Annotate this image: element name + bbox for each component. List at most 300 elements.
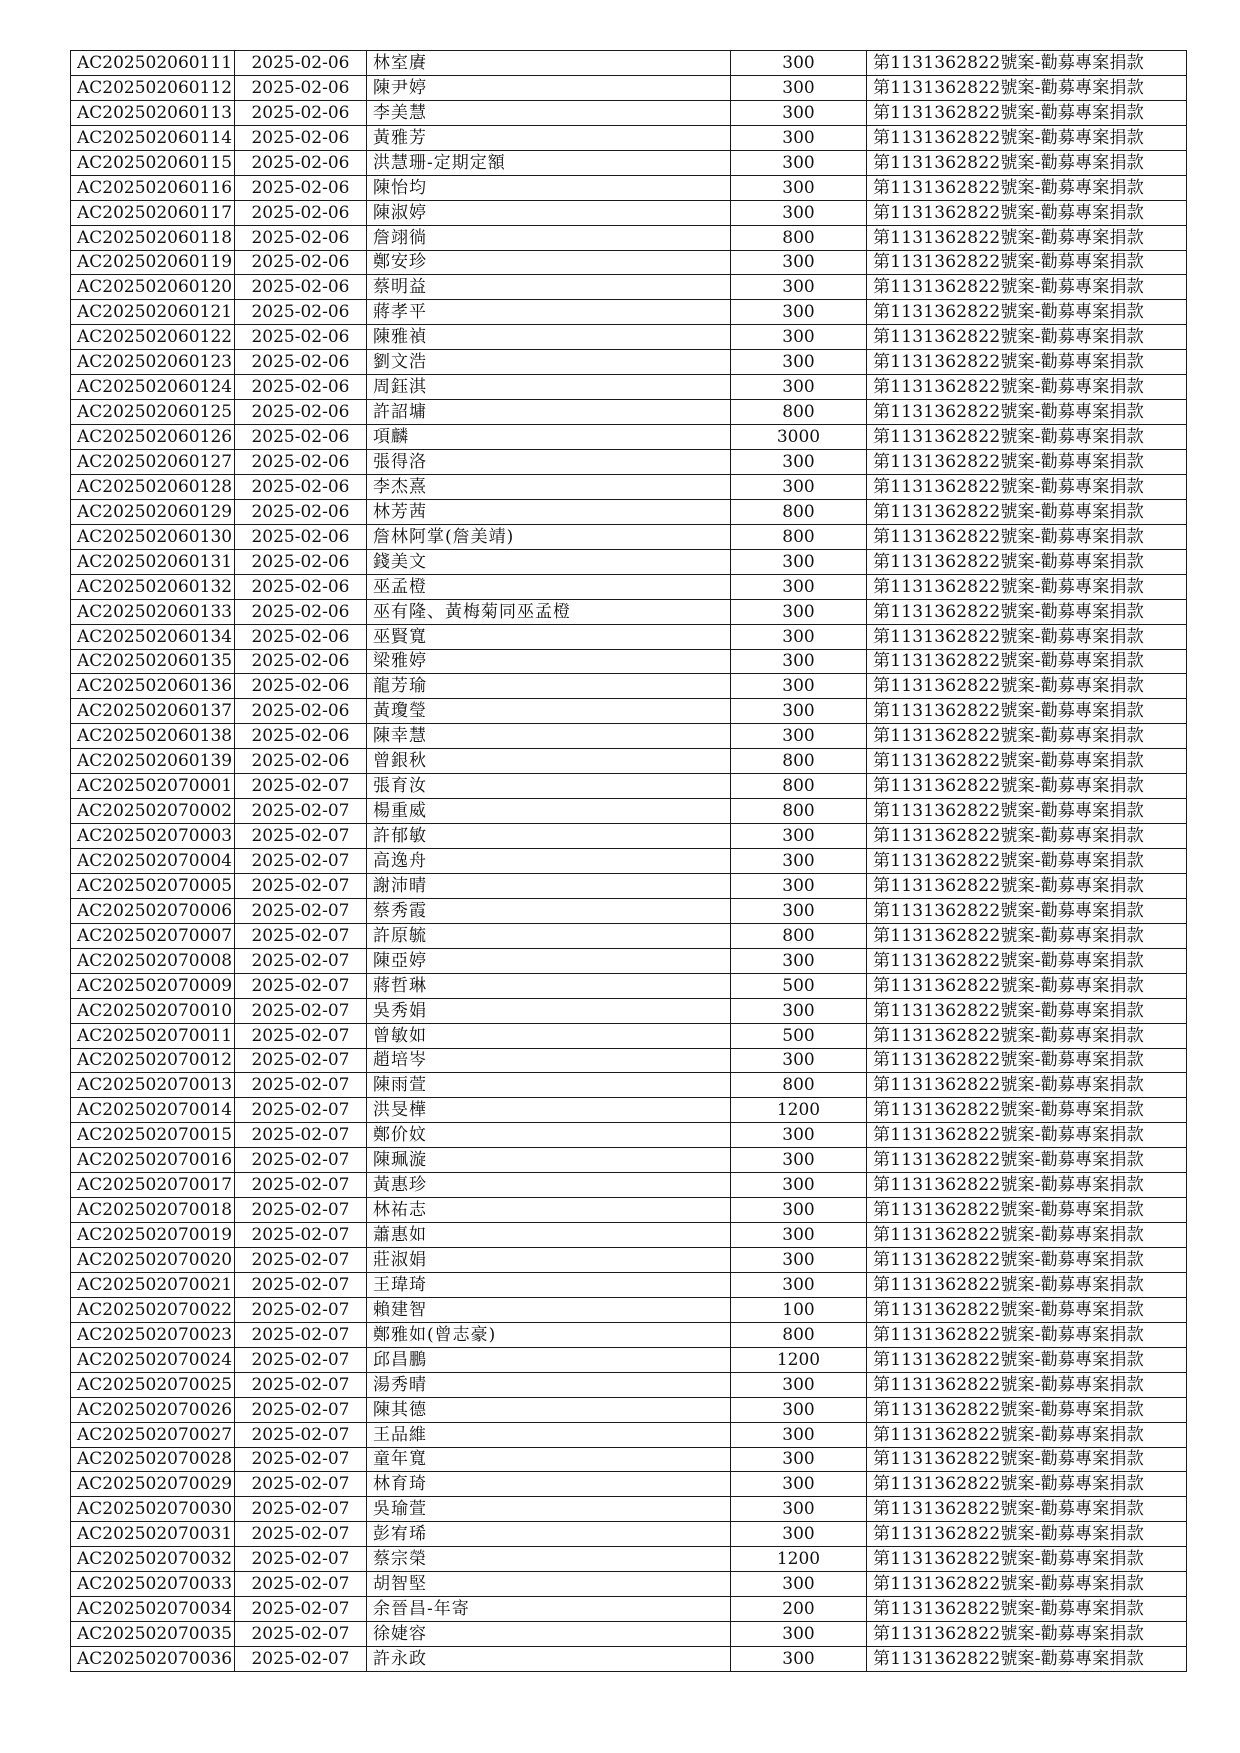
receipt-number-cell: AC202502070014 [71, 1098, 235, 1123]
purpose-cell: 第1131362822號案-勸募專案捐款 [867, 1123, 1187, 1148]
donor-name-cell: 鄭安珍 [367, 250, 731, 275]
amount-cell: 800 [731, 923, 867, 948]
purpose-cell: 第1131362822號案-勸募專案捐款 [867, 1622, 1187, 1647]
purpose-cell: 第1131362822號案-勸募專案捐款 [867, 624, 1187, 649]
donor-name-cell: 陳雨萱 [367, 1073, 731, 1098]
donor-name-cell: 陳珮漩 [367, 1148, 731, 1173]
receipt-number-cell: AC202502060124 [71, 375, 235, 400]
donor-name-cell: 陳淑婷 [367, 200, 731, 225]
table-row [71, 699, 1187, 724]
donor-name-cell: 蕭惠如 [367, 1223, 731, 1248]
donor-name-cell: 蔣孝平 [367, 300, 731, 325]
purpose-cell: 第1131362822號案-勸募專案捐款 [867, 125, 1187, 150]
table-row [71, 1447, 1187, 1472]
donor-name-cell: 吳瑜萱 [367, 1497, 731, 1522]
purpose-cell: 第1131362822號案-勸募專案捐款 [867, 1322, 1187, 1347]
donation-date-cell: 2025-02-07 [235, 1622, 367, 1647]
donation-date-cell: 2025-02-07 [235, 824, 367, 849]
donor-name-cell: 巫賢寬 [367, 624, 731, 649]
amount-cell: 800 [731, 799, 867, 824]
donation-date-cell: 2025-02-06 [235, 624, 367, 649]
donor-name-cell: 楊重威 [367, 799, 731, 824]
amount-cell: 300 [731, 824, 867, 849]
purpose-cell: 第1131362822號案-勸募專案捐款 [867, 524, 1187, 549]
donor-name-cell: 陳怡均 [367, 175, 731, 200]
receipt-number-cell: AC202502070036 [71, 1647, 235, 1672]
amount-cell: 300 [731, 250, 867, 275]
donor-name-cell: 童年寬 [367, 1447, 731, 1472]
donation-date-cell: 2025-02-07 [235, 1647, 367, 1672]
table-row [71, 1297, 1187, 1322]
purpose-cell: 第1131362822號案-勸募專案捐款 [867, 774, 1187, 799]
donor-name-cell: 項麟 [367, 425, 731, 450]
table-row [71, 474, 1187, 499]
donor-name-cell: 蔡秀霞 [367, 898, 731, 923]
table-row [71, 549, 1187, 574]
donation-date-cell: 2025-02-07 [235, 973, 367, 998]
donation-date-cell: 2025-02-06 [235, 150, 367, 175]
table-row [71, 824, 1187, 849]
donor-name-cell: 蔣哲琳 [367, 973, 731, 998]
donor-name-cell: 梁雅婷 [367, 649, 731, 674]
donor-name-cell: 錢美文 [367, 549, 731, 574]
table-row [71, 350, 1187, 375]
donation-date-cell: 2025-02-07 [235, 1447, 367, 1472]
purpose-cell: 第1131362822號案-勸募專案捐款 [867, 200, 1187, 225]
amount-cell: 300 [731, 1397, 867, 1422]
donation-date-cell: 2025-02-06 [235, 275, 367, 300]
donation-date-cell: 2025-02-06 [235, 125, 367, 150]
amount-cell: 800 [731, 400, 867, 425]
donation-date-cell: 2025-02-07 [235, 1023, 367, 1048]
donation-date-cell: 2025-02-07 [235, 998, 367, 1023]
donation-date-cell: 2025-02-07 [235, 1422, 367, 1447]
receipt-number-cell: AC202502060118 [71, 225, 235, 250]
amount-cell: 300 [731, 1248, 867, 1273]
table-row [71, 1048, 1187, 1073]
receipt-number-cell: AC202502060136 [71, 674, 235, 699]
donor-name-cell: 林室賡 [367, 51, 731, 76]
table-row [71, 1572, 1187, 1597]
purpose-cell: 第1131362822號案-勸募專案捐款 [867, 973, 1187, 998]
receipt-number-cell: AC202502060123 [71, 350, 235, 375]
donation-date-cell: 2025-02-06 [235, 250, 367, 275]
table-row [71, 450, 1187, 475]
receipt-number-cell: AC202502070009 [71, 973, 235, 998]
donor-name-cell: 劉文浩 [367, 350, 731, 375]
amount-cell: 300 [731, 1472, 867, 1497]
receipt-number-cell: AC202502060129 [71, 499, 235, 524]
receipt-number-cell: AC202502060122 [71, 325, 235, 350]
donation-date-cell: 2025-02-07 [235, 923, 367, 948]
donor-name-cell: 陳雅禎 [367, 325, 731, 350]
purpose-cell: 第1131362822號案-勸募專案捐款 [867, 1248, 1187, 1273]
table-row [71, 425, 1187, 450]
receipt-number-cell: AC202502070018 [71, 1198, 235, 1223]
purpose-cell: 第1131362822號案-勸募專案捐款 [867, 175, 1187, 200]
donation-date-cell: 2025-02-06 [235, 724, 367, 749]
receipt-number-cell: AC202502060127 [71, 450, 235, 475]
donor-name-cell: 洪旻樺 [367, 1098, 731, 1123]
donor-name-cell: 洪慧珊-定期定額 [367, 150, 731, 175]
donor-name-cell: 趙培岑 [367, 1048, 731, 1073]
donation-date-cell: 2025-02-06 [235, 574, 367, 599]
donor-name-cell: 徐婕容 [367, 1622, 731, 1647]
table-row [71, 1248, 1187, 1273]
table-row [71, 125, 1187, 150]
donation-date-cell: 2025-02-06 [235, 549, 367, 574]
amount-cell: 300 [731, 849, 867, 874]
table-row [71, 1397, 1187, 1422]
amount-cell: 300 [731, 599, 867, 624]
amount-cell: 100 [731, 1297, 867, 1322]
table-row [71, 1622, 1187, 1647]
table-row [71, 1347, 1187, 1372]
purpose-cell: 第1131362822號案-勸募專案捐款 [867, 574, 1187, 599]
table-row [71, 774, 1187, 799]
receipt-number-cell: AC202502070019 [71, 1223, 235, 1248]
table-row [71, 599, 1187, 624]
donation-date-cell: 2025-02-07 [235, 1397, 367, 1422]
receipt-number-cell: AC202502060130 [71, 524, 235, 549]
receipt-number-cell: AC202502070016 [71, 1148, 235, 1173]
donation-date-cell: 2025-02-06 [235, 225, 367, 250]
table-row [71, 1023, 1187, 1048]
amount-cell: 300 [731, 1372, 867, 1397]
purpose-cell: 第1131362822號案-勸募專案捐款 [867, 1198, 1187, 1223]
amount-cell: 300 [731, 624, 867, 649]
donation-date-cell: 2025-02-07 [235, 1297, 367, 1322]
table-row [71, 400, 1187, 425]
purpose-cell: 第1131362822號案-勸募專案捐款 [867, 450, 1187, 475]
receipt-number-cell: AC202502070033 [71, 1572, 235, 1597]
table-row [71, 624, 1187, 649]
table-row [71, 948, 1187, 973]
receipt-number-cell: AC202502060121 [71, 300, 235, 325]
table-row [71, 873, 1187, 898]
donor-name-cell: 賴建智 [367, 1297, 731, 1322]
purpose-cell: 第1131362822號案-勸募專案捐款 [867, 1372, 1187, 1397]
purpose-cell: 第1131362822號案-勸募專案捐款 [867, 275, 1187, 300]
table-row [71, 1198, 1187, 1223]
donor-name-cell: 巫有隆、黃梅菊同巫孟橙 [367, 599, 731, 624]
amount-cell: 300 [731, 175, 867, 200]
receipt-number-cell: AC202502070027 [71, 1422, 235, 1447]
donor-name-cell: 黃惠珍 [367, 1173, 731, 1198]
donor-name-cell: 張育汝 [367, 774, 731, 799]
donation-date-cell: 2025-02-07 [235, 1572, 367, 1597]
receipt-number-cell: AC202502070008 [71, 948, 235, 973]
receipt-number-cell: AC202502070002 [71, 799, 235, 824]
table-row [71, 75, 1187, 100]
purpose-cell: 第1131362822號案-勸募專案捐款 [867, 699, 1187, 724]
receipt-number-cell: AC202502070006 [71, 898, 235, 923]
donation-date-cell: 2025-02-06 [235, 75, 367, 100]
donor-name-cell: 余晉昌-年寄 [367, 1597, 731, 1622]
table-row [71, 375, 1187, 400]
table-row [71, 574, 1187, 599]
purpose-cell: 第1131362822號案-勸募專案捐款 [867, 425, 1187, 450]
receipt-number-cell: AC202502060137 [71, 699, 235, 724]
donor-name-cell: 王瑋琦 [367, 1272, 731, 1297]
donation-date-cell: 2025-02-06 [235, 375, 367, 400]
donor-name-cell: 陳亞婷 [367, 948, 731, 973]
donation-date-cell: 2025-02-07 [235, 1173, 367, 1198]
receipt-number-cell: AC202502060134 [71, 624, 235, 649]
receipt-number-cell: AC202502070012 [71, 1048, 235, 1073]
table-row [71, 325, 1187, 350]
donor-name-cell: 曾敏如 [367, 1023, 731, 1048]
receipt-number-cell: AC202502070020 [71, 1248, 235, 1273]
donor-name-cell: 高逸舟 [367, 849, 731, 874]
receipt-number-cell: AC202502060133 [71, 599, 235, 624]
donor-name-cell: 許詔墉 [367, 400, 731, 425]
receipt-number-cell: AC202502070015 [71, 1123, 235, 1148]
amount-cell: 300 [731, 474, 867, 499]
amount-cell: 800 [731, 225, 867, 250]
table-row [71, 724, 1187, 749]
donation-date-cell: 2025-02-07 [235, 1223, 367, 1248]
receipt-number-cell: AC202502070003 [71, 824, 235, 849]
donor-name-cell: 陳其德 [367, 1397, 731, 1422]
amount-cell: 800 [731, 1322, 867, 1347]
amount-cell: 300 [731, 1572, 867, 1597]
purpose-cell: 第1131362822號案-勸募專案捐款 [867, 1023, 1187, 1048]
amount-cell: 300 [731, 1223, 867, 1248]
donation-date-cell: 2025-02-07 [235, 1522, 367, 1547]
table-row [71, 1272, 1187, 1297]
amount-cell: 300 [731, 898, 867, 923]
receipt-number-cell: AC202502070032 [71, 1547, 235, 1572]
purpose-cell: 第1131362822號案-勸募專案捐款 [867, 1347, 1187, 1372]
table-row [71, 898, 1187, 923]
donor-name-cell: 林祐志 [367, 1198, 731, 1223]
donor-name-cell: 李杰熹 [367, 474, 731, 499]
donor-name-cell: 黃雅芳 [367, 125, 731, 150]
table-row [71, 1322, 1187, 1347]
donation-date-cell: 2025-02-06 [235, 450, 367, 475]
donor-name-cell: 王品維 [367, 1422, 731, 1447]
donor-name-cell: 陳尹婷 [367, 75, 731, 100]
purpose-cell: 第1131362822號案-勸募專案捐款 [867, 599, 1187, 624]
receipt-number-cell: AC202502060120 [71, 275, 235, 300]
donation-date-cell: 2025-02-07 [235, 1372, 367, 1397]
amount-cell: 300 [731, 948, 867, 973]
table-row [71, 1148, 1187, 1173]
receipt-number-cell: AC202502060115 [71, 150, 235, 175]
purpose-cell: 第1131362822號案-勸募專案捐款 [867, 150, 1187, 175]
purpose-cell: 第1131362822號案-勸募專案捐款 [867, 1422, 1187, 1447]
purpose-cell: 第1131362822號案-勸募專案捐款 [867, 300, 1187, 325]
amount-cell: 200 [731, 1597, 867, 1622]
purpose-cell: 第1131362822號案-勸募專案捐款 [867, 1073, 1187, 1098]
amount-cell: 300 [731, 873, 867, 898]
purpose-cell: 第1131362822號案-勸募專案捐款 [867, 1647, 1187, 1672]
purpose-cell: 第1131362822號案-勸募專案捐款 [867, 1522, 1187, 1547]
table-row [71, 749, 1187, 774]
donation-date-cell: 2025-02-07 [235, 1322, 367, 1347]
purpose-cell: 第1131362822號案-勸募專案捐款 [867, 325, 1187, 350]
receipt-number-cell: AC202502070007 [71, 923, 235, 948]
amount-cell: 300 [731, 1048, 867, 1073]
table-row [71, 51, 1187, 76]
purpose-cell: 第1131362822號案-勸募專案捐款 [867, 75, 1187, 100]
amount-cell: 300 [731, 998, 867, 1023]
receipt-number-cell: AC202502070023 [71, 1322, 235, 1347]
donation-table-body [71, 51, 1187, 1672]
amount-cell: 300 [731, 200, 867, 225]
table-row [71, 524, 1187, 549]
amount-cell: 500 [731, 973, 867, 998]
donor-name-cell: 巫孟橙 [367, 574, 731, 599]
purpose-cell: 第1131362822號案-勸募專案捐款 [867, 1272, 1187, 1297]
receipt-number-cell: AC202502070017 [71, 1173, 235, 1198]
table-row [71, 1547, 1187, 1572]
amount-cell: 3000 [731, 425, 867, 450]
donation-date-cell: 2025-02-07 [235, 1497, 367, 1522]
amount-cell: 300 [731, 1173, 867, 1198]
purpose-cell: 第1131362822號案-勸募專案捐款 [867, 474, 1187, 499]
purpose-cell: 第1131362822號案-勸募專案捐款 [867, 1223, 1187, 1248]
receipt-number-cell: AC202502060132 [71, 574, 235, 599]
purpose-cell: 第1131362822號案-勸募專案捐款 [867, 1572, 1187, 1597]
donation-date-cell: 2025-02-06 [235, 499, 367, 524]
table-row [71, 674, 1187, 699]
donor-name-cell: 黃瓊瑩 [367, 699, 731, 724]
table-row [71, 1597, 1187, 1622]
donor-name-cell: 莊淑娟 [367, 1248, 731, 1273]
receipt-number-cell: AC202502060111 [71, 51, 235, 76]
amount-cell: 300 [731, 350, 867, 375]
purpose-cell: 第1131362822號案-勸募專案捐款 [867, 1397, 1187, 1422]
purpose-cell: 第1131362822號案-勸募專案捐款 [867, 1497, 1187, 1522]
purpose-cell: 第1131362822號案-勸募專案捐款 [867, 824, 1187, 849]
table-row [71, 1472, 1187, 1497]
purpose-cell: 第1131362822號案-勸募專案捐款 [867, 674, 1187, 699]
receipt-number-cell: AC202502070005 [71, 873, 235, 898]
donor-name-cell: 李美慧 [367, 100, 731, 125]
table-row [71, 1223, 1187, 1248]
table-row [71, 300, 1187, 325]
table-row [71, 150, 1187, 175]
donor-name-cell: 許郁敏 [367, 824, 731, 849]
donor-name-cell: 張得洛 [367, 450, 731, 475]
receipt-number-cell: AC202502060138 [71, 724, 235, 749]
purpose-cell: 第1131362822號案-勸募專案捐款 [867, 350, 1187, 375]
purpose-cell: 第1131362822號案-勸募專案捐款 [867, 1098, 1187, 1123]
donation-date-cell: 2025-02-06 [235, 599, 367, 624]
donation-date-cell: 2025-02-07 [235, 1148, 367, 1173]
purpose-cell: 第1131362822號案-勸募專案捐款 [867, 998, 1187, 1023]
donation-date-cell: 2025-02-06 [235, 200, 367, 225]
amount-cell: 300 [731, 51, 867, 76]
donor-name-cell: 蔡明益 [367, 275, 731, 300]
donor-name-cell: 湯秀晴 [367, 1372, 731, 1397]
table-row [71, 1173, 1187, 1198]
table-row [71, 200, 1187, 225]
receipt-number-cell: AC202502070024 [71, 1347, 235, 1372]
amount-cell: 300 [731, 674, 867, 699]
donor-name-cell: 彭宥琋 [367, 1522, 731, 1547]
donation-date-cell: 2025-02-06 [235, 649, 367, 674]
donation-date-cell: 2025-02-07 [235, 1248, 367, 1273]
donation-date-cell: 2025-02-06 [235, 175, 367, 200]
amount-cell: 300 [731, 1447, 867, 1472]
receipt-number-cell: AC202502070004 [71, 849, 235, 874]
donation-date-cell: 2025-02-06 [235, 749, 367, 774]
purpose-cell: 第1131362822號案-勸募專案捐款 [867, 1597, 1187, 1622]
purpose-cell: 第1131362822號案-勸募專案捐款 [867, 799, 1187, 824]
amount-cell: 300 [731, 1647, 867, 1672]
donation-date-cell: 2025-02-06 [235, 100, 367, 125]
purpose-cell: 第1131362822號案-勸募專案捐款 [867, 923, 1187, 948]
receipt-number-cell: AC202502070022 [71, 1297, 235, 1322]
donation-date-cell: 2025-02-07 [235, 948, 367, 973]
table-row [71, 1522, 1187, 1547]
receipt-number-cell: AC202502070010 [71, 998, 235, 1023]
amount-cell: 300 [731, 325, 867, 350]
table-row [71, 175, 1187, 200]
purpose-cell: 第1131362822號案-勸募專案捐款 [867, 1297, 1187, 1322]
donation-date-cell: 2025-02-07 [235, 1098, 367, 1123]
donation-date-cell: 2025-02-06 [235, 425, 367, 450]
donation-date-cell: 2025-02-07 [235, 1123, 367, 1148]
donor-name-cell: 周鈺淇 [367, 375, 731, 400]
amount-cell: 300 [731, 1272, 867, 1297]
receipt-number-cell: AC202502070025 [71, 1372, 235, 1397]
receipt-number-cell: AC202502070031 [71, 1522, 235, 1547]
purpose-cell: 第1131362822號案-勸募專案捐款 [867, 1173, 1187, 1198]
amount-cell: 300 [731, 699, 867, 724]
amount-cell: 300 [731, 1198, 867, 1223]
amount-cell: 300 [731, 75, 867, 100]
receipt-number-cell: AC202502060128 [71, 474, 235, 499]
donation-date-cell: 2025-02-07 [235, 898, 367, 923]
amount-cell: 300 [731, 649, 867, 674]
purpose-cell: 第1131362822號案-勸募專案捐款 [867, 51, 1187, 76]
donor-name-cell: 許原毓 [367, 923, 731, 948]
amount-cell: 800 [731, 774, 867, 799]
amount-cell: 300 [731, 1123, 867, 1148]
donation-date-cell: 2025-02-07 [235, 1048, 367, 1073]
amount-cell: 300 [731, 549, 867, 574]
amount-cell: 1200 [731, 1098, 867, 1123]
table-row [71, 1098, 1187, 1123]
donor-name-cell: 許永政 [367, 1647, 731, 1672]
donation-date-cell: 2025-02-06 [235, 51, 367, 76]
donor-name-cell: 陳幸慧 [367, 724, 731, 749]
amount-cell: 1200 [731, 1547, 867, 1572]
donor-name-cell: 鄭雅如(曾志豪) [367, 1322, 731, 1347]
amount-cell: 300 [731, 1622, 867, 1647]
amount-cell: 500 [731, 1023, 867, 1048]
receipt-number-cell: AC202502070021 [71, 1272, 235, 1297]
amount-cell: 800 [731, 524, 867, 549]
donor-name-cell: 吳秀娟 [367, 998, 731, 1023]
amount-cell: 300 [731, 1422, 867, 1447]
purpose-cell: 第1131362822號案-勸募專案捐款 [867, 849, 1187, 874]
table-row [71, 849, 1187, 874]
donation-date-cell: 2025-02-07 [235, 799, 367, 824]
donation-date-cell: 2025-02-06 [235, 524, 367, 549]
purpose-cell: 第1131362822號案-勸募專案捐款 [867, 873, 1187, 898]
amount-cell: 300 [731, 1148, 867, 1173]
amount-cell: 800 [731, 499, 867, 524]
donation-date-cell: 2025-02-07 [235, 873, 367, 898]
donation-date-cell: 2025-02-07 [235, 774, 367, 799]
donation-date-cell: 2025-02-07 [235, 849, 367, 874]
table-row [71, 923, 1187, 948]
